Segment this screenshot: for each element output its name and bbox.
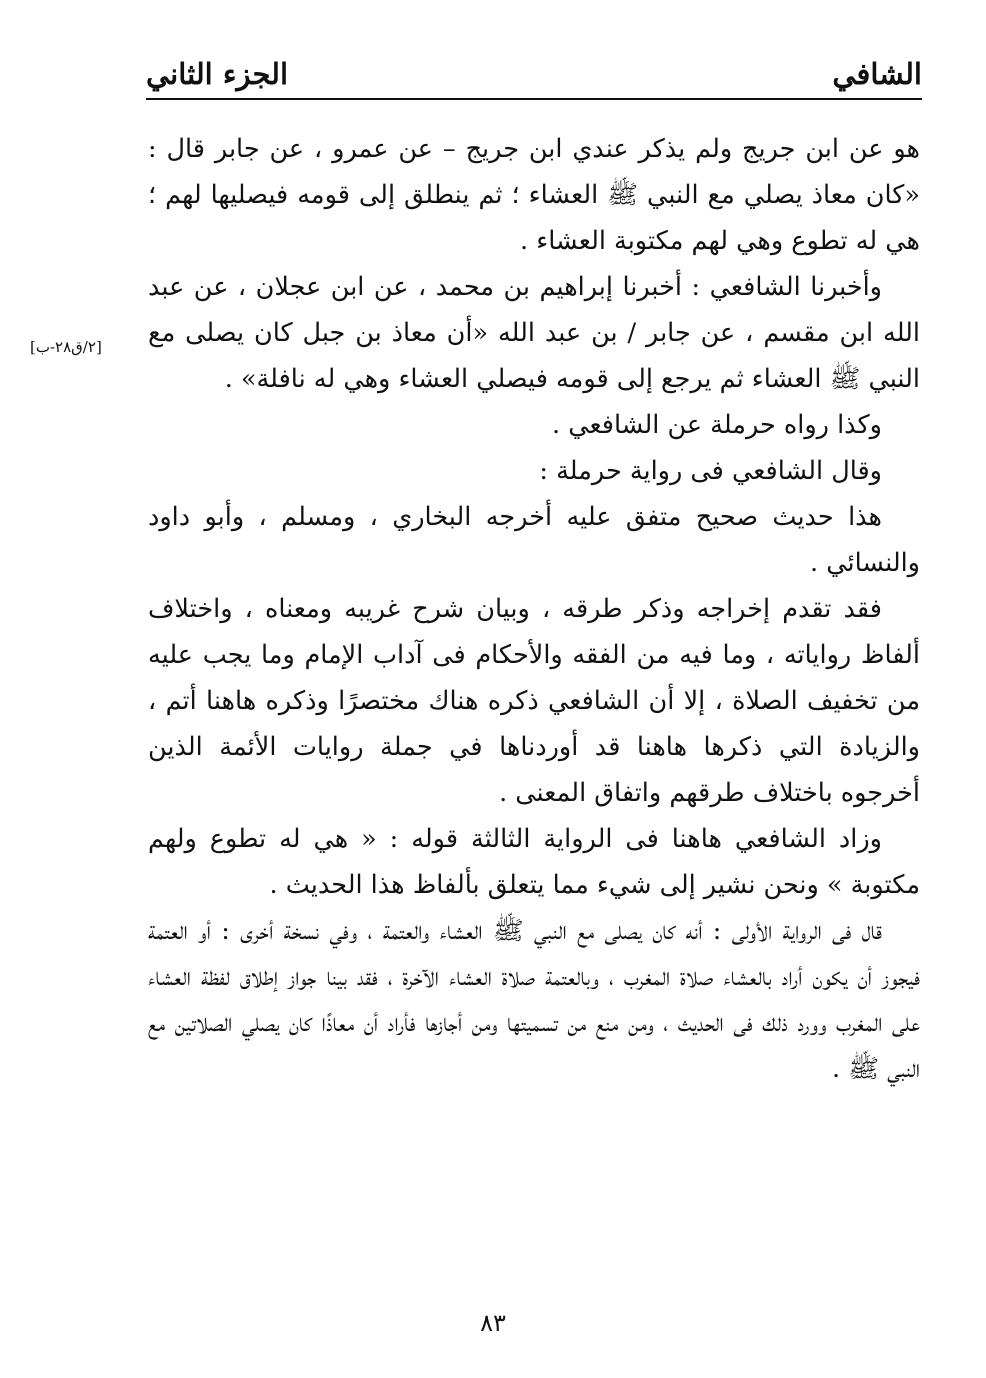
paragraph-7: وزاد الشافعي هاهنا فى الرواية الثالثة قوله : « هي له تطوع ولهم مكتوبة » ونحن نشير إلى شيء مما يتعلق بألفاظ هذا الحديث . <box>148 824 920 900</box>
book-title: الشافي <box>832 57 922 91</box>
page-body <box>148 126 920 1092</box>
paragraph-2: وأخبرنا الشافعي : أخبرنا إبراهيم بن محمد ، عن ابن عجلان ، عن عبد الله ابن مقسم ، عن جابر / بن عبد الله «أن معاذ بن جبل كان يصلى مع النبي ﷺ العشاء ثم يرجع إلى قومه فيصلي العشاء وهي له نافلة» . <box>148 272 920 394</box>
paragraph-8: قال فى الرواية الأولى : أنه كان يصلى مع النبي ﷺ العشاء والعتمة ، وفي نسخة أخرى : أو العتمة فيجوز أن يكون أراد بالعشاء صلاة المغرب ، وبالعتمة صلاة العشاء الآخرة ، فقد بينا جواز إطلاق لفظة العشاء على المغرب وورد ذلك فى الحديث ، ومن منع من تسميتها ومن أجازها فأراد أن معاذًا كان يصلي الصلاتين مع النبي ﷺ . <box>148 916 920 1084</box>
page-number: ٨٣ <box>480 1309 506 1337</box>
running-header <box>146 50 922 98</box>
header-divider <box>146 98 922 100</box>
part-label: الجزء الثاني <box>146 57 289 91</box>
manuscript-folio-note: [٢/ق٢٨-ب] <box>30 338 102 356</box>
paragraph-3: وكذا رواه حرملة عن الشافعي . <box>552 410 882 440</box>
paragraph-5: هذا حديث صحيح متفق عليه أخرجه البخاري ، ومسلم ، وأبو داود والنسائي . <box>148 502 920 578</box>
paragraph-6: فقد تقدم إخراجه وذكر طرقه ، وبيان شرح غريبه ومعناه ، واختلاف ألفاظ رواياته ، وما فيه من الفقه والأحكام فى آداب الإمام وما يجب عليه من تخفيف الصلاة ، إلا أن الشافعي ذكره هناك مختصرًا وذكره هاهنا أتم ، والزيادة التي ذكرها هاهنا قد أوردناها في جملة روايات الأئمة الذين أخرجوه باختلاف طرقهم واتفاق المعنى . <box>148 594 920 808</box>
paragraph-1: هو عن ابن جريج ولم يذكر عندي ابن جريج – عن عمرو ، عن جابر قال : «كان معاذ يصلي مع النبي ﷺ العشاء ؛ ثم ينطلق إلى قومه فيصليها لهم ؛ هي له تطوع وهي لهم مكتوبة العشاء . <box>148 134 920 256</box>
paragraph-4: وقال الشافعي فى رواية حرملة : <box>539 456 882 486</box>
